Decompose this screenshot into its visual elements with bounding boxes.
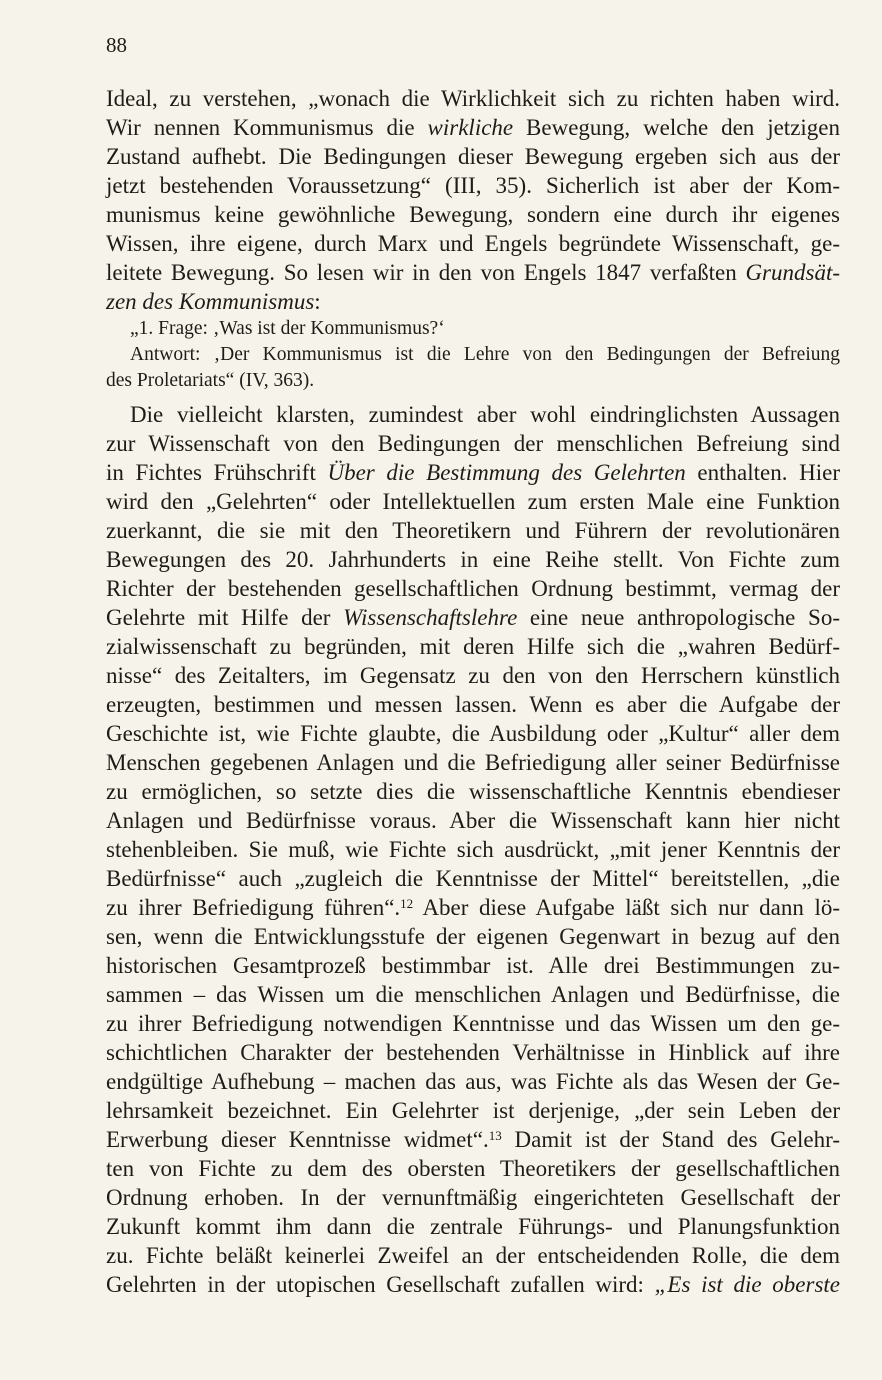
text-line: Richter der bestehenden gesellschaftlichen Ordnung bestimmt, vermag der: [106, 576, 840, 601]
text-line: Wir nennen Kommunismus die wirkliche Bewegung, welche den jetzigen: [106, 115, 840, 140]
text-line: zu ihrer Befriedigung notwendigen Kenntnisse und das Wissen um den ge-: [106, 1011, 840, 1036]
text-line: „1. Frage: ‚Was ist der Kommunismus?‘: [130, 318, 445, 339]
text-line: historischen Gesamtprozeß bestimmbar ist. Alle drei Bestimmungen zu-: [106, 953, 840, 978]
text-line: zur Wissenschaft von den Bedingungen der menschlichen Befreiung sind: [106, 431, 840, 456]
text-line: endgültige Aufhebung – machen das aus, was Fichte als das Wesen der Ge-: [106, 1069, 840, 1094]
text-line: sen, wenn die Entwicklungsstufe der eigenen Gegenwart in bezug auf den: [106, 924, 840, 949]
text-line: zen des Kommunismus:: [106, 289, 321, 314]
text-line: leitete Bewegung. So lesen wir in den von Engels 1847 verfaßten Grundsät-: [106, 260, 840, 285]
italic-text: „Es ist die oberste: [654, 1272, 840, 1297]
footnote-marker[interactable]: 13: [488, 1128, 502, 1143]
footnote-marker[interactable]: 12: [400, 896, 414, 911]
text-line: wird den „Gelehrten“ oder Intellektuellen zum ersten Male eine Funktion: [106, 489, 840, 514]
italic-text: zen des Kommunismus: [106, 289, 315, 314]
text-line: zu ermöglichen, so setzte dies die wissenschaftliche Kenntnis ebendieser: [106, 779, 840, 804]
text-line: zialwissenschaft zu begründen, mit deren Hilfe sich die „wahren Bedürf-: [106, 634, 840, 659]
text-line: erzeugten, bestimmen und messen lassen. Wenn es aber die Aufgabe der: [106, 692, 840, 717]
text-line: Anlagen und Bedürfnisse voraus. Aber die Wissenschaft kann hier nicht: [106, 808, 840, 833]
text-line: schichtlichen Charakter der bestehenden Verhältnisse in Hinblick auf ihre: [106, 1040, 840, 1065]
text-line: Zustand aufhebt. Die Bedingungen dieser Bewegung ergeben sich aus der: [106, 144, 840, 169]
text-line: Gelehrten in der utopischen Gesellschaft zufallen wird: „Es ist die oberste: [106, 1272, 840, 1297]
text-line: Antwort: ‚Der Kommunismus ist die Lehre von den Bedingungen der Befreiung: [130, 344, 840, 365]
text-line: ten von Fichte zu dem des obersten Theoretikers der gesellschaftlichen: [106, 1156, 840, 1181]
text-line: Menschen gegebenen Anlagen und die Befriedigung aller seiner Bedürfnisse: [106, 750, 840, 775]
page-number: 88: [106, 33, 127, 57]
italic-text: Grundsät-: [745, 260, 840, 285]
text-line: Geschichte ist, wie Fichte glaubte, die Ausbildung oder „Kultur“ aller dem: [106, 721, 840, 746]
text-line: Wissen, ihre eigene, durch Marx und Engels begründete Wissenschaft, ge-: [106, 231, 840, 256]
italic-text: Über die Bestimmung des Gelehrten: [327, 460, 686, 485]
text-line: zu. Fichte beläßt keinerlei Zweifel an der entscheidenden Rolle, die dem: [106, 1243, 840, 1268]
italic-text: wirkliche: [427, 115, 514, 140]
text-line: in Fichtes Frühschrift Über die Bestimmung des Gelehrten enthalten. Hier: [106, 460, 840, 485]
paragraph-fichte: [106, 400, 840, 1299]
text-line: Die vielleicht klarsten, zumindest aber wohl eindringlichsten Aussagen: [130, 402, 840, 427]
text-line: zuerkannt, die sie mit den Theoretikern und Führern der revolutionären: [106, 518, 840, 543]
paragraph-marx-engels: [106, 84, 840, 316]
text-line: Gelehrte mit Hilfe der Wissenschaftslehre eine neue anthropologische So-: [106, 605, 840, 630]
text-line: sammen – das Wissen um die menschlichen Anlagen und Bedürfnisse, die: [106, 982, 840, 1007]
text-line: munismus keine gewöhnliche Bewegung, sondern eine durch ihr eigenes: [106, 202, 840, 227]
text-line: Bewegungen des 20. Jahrhunderts in eine Reihe stellt. Von Fichte zum: [106, 547, 840, 572]
text-line: Zukunft kommt ihm dann die zentrale Führungs- und Planungsfunktion: [106, 1214, 840, 1239]
text-line: Bedürfnisse“ auch „zugleich die Kenntnisse der Mittel“ bereitstellen, „die: [106, 866, 840, 891]
text-line: des Proletariats“ (IV, 363).: [106, 370, 315, 391]
text-line: lehrsamkeit bezeichnet. Ein Gelehrter ist derjenige, „der sein Leben der: [106, 1098, 840, 1123]
italic-text: Wissenschaftslehre: [343, 605, 518, 630]
text-line: stehenbleiben. Sie muß, wie Fichte sich ausdrückt, „mit jener Kenntnis der: [106, 837, 840, 862]
text-line: Ideal, zu verstehen, „wonach die Wirklichkeit sich zu richten haben wird.: [106, 86, 840, 111]
text-line: zu ihrer Befriedigung führen“.$^{12}$ Aber diese Aufgabe läßt sich nur dann lö-: [106, 895, 840, 920]
text-line: jetzt bestehenden Voraussetzung“ (III, 35). Sicherlich ist aber der Kom-: [106, 173, 840, 198]
text-line: Erwerbung dieser Kenntnisse widmet“.$^{13}$ Damit ist der Stand des Gelehr-: [106, 1127, 840, 1152]
text-line: nisse“ des Zeitalters, im Gegensatz zu den von den Herrschern künstlich: [106, 663, 840, 688]
block-quote-grundsaetze: [106, 316, 840, 394]
text-line: Ordnung erhoben. In der vernunftmäßig eingerichteten Gesellschaft der: [106, 1185, 840, 1210]
